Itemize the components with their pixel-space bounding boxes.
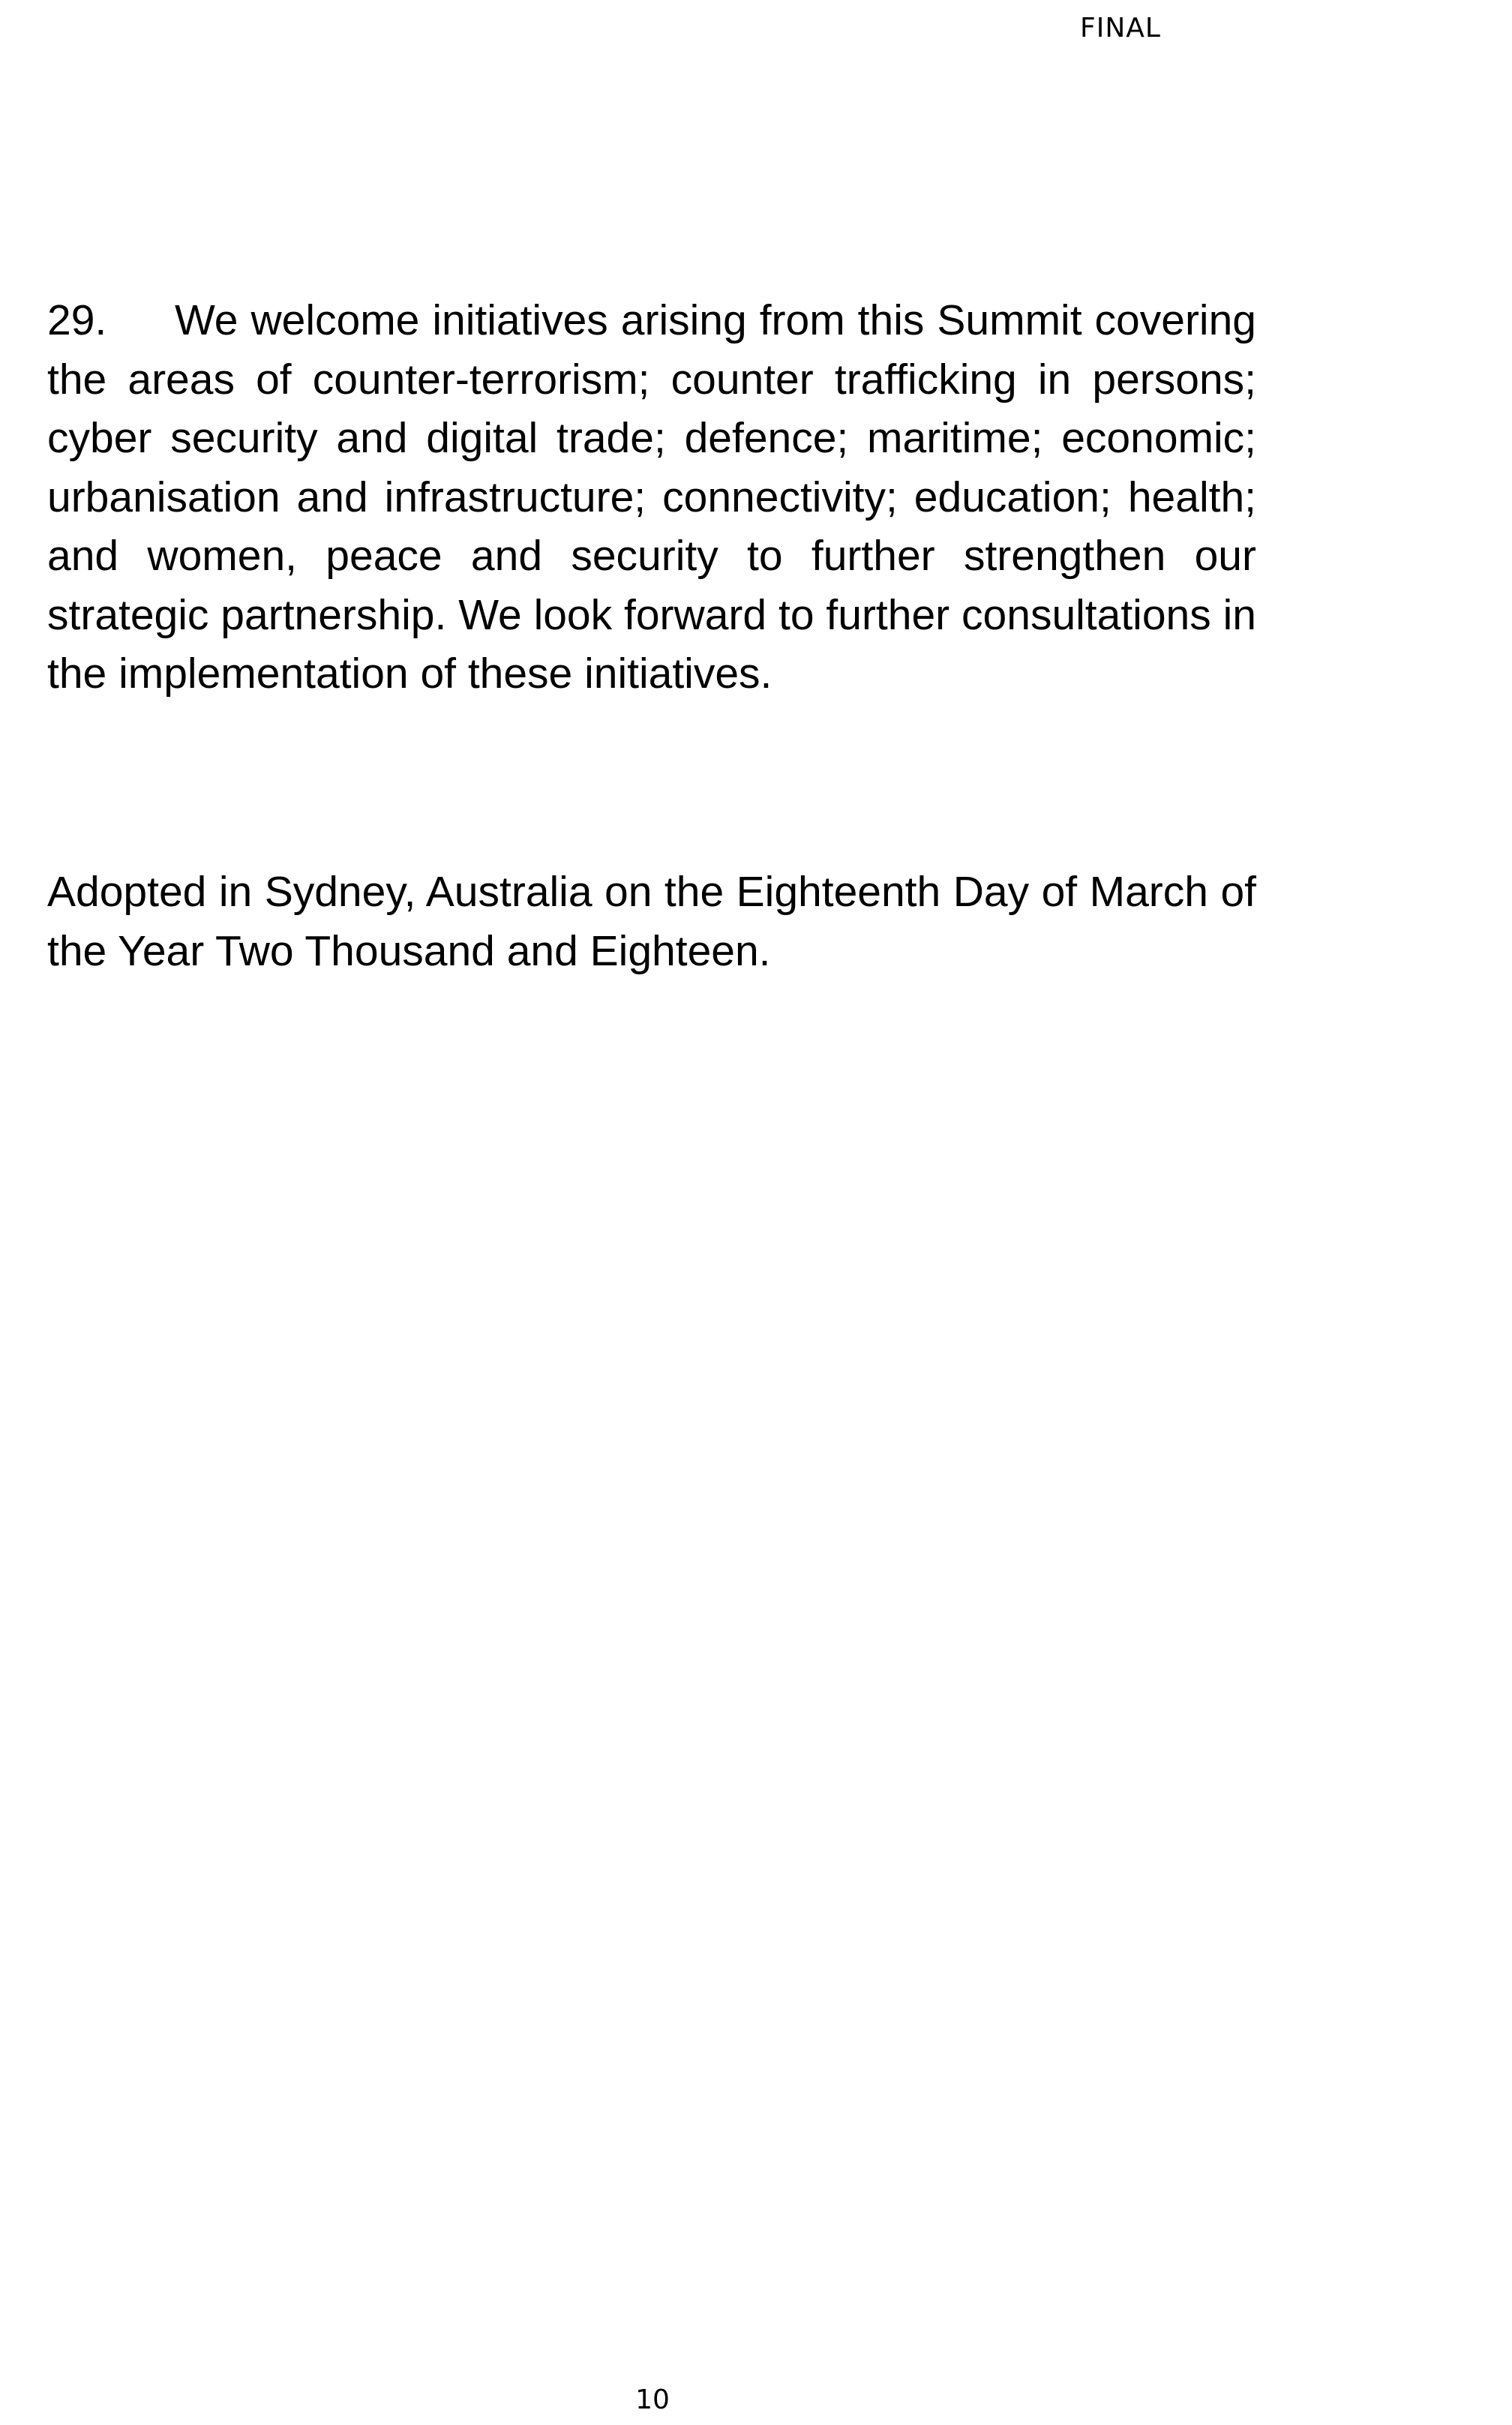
adoption-statement: Adopted in Sydney, Australia on the Eighteenth Day of March of the Year Two Thousand and Eighteen.	[47, 868, 1256, 975]
document-status-label: FINAL	[1080, 13, 1161, 44]
paragraph-29	[47, 291, 1256, 704]
paragraph-number: 29.	[47, 296, 107, 344]
page-number: 10	[635, 2384, 670, 2415]
paragraph-text: We welcome initiatives arising from this Summit covering the areas of counter-terrorism; counter trafficking in persons; cyber security and digital trade; defence; maritime; economic; urbanisation and infrastructure; connectivity; education; health; and women, peace and security to further strengthen our strategic partnership. We look forward to further consultations in the implementation of these initiatives.	[47, 296, 1256, 698]
